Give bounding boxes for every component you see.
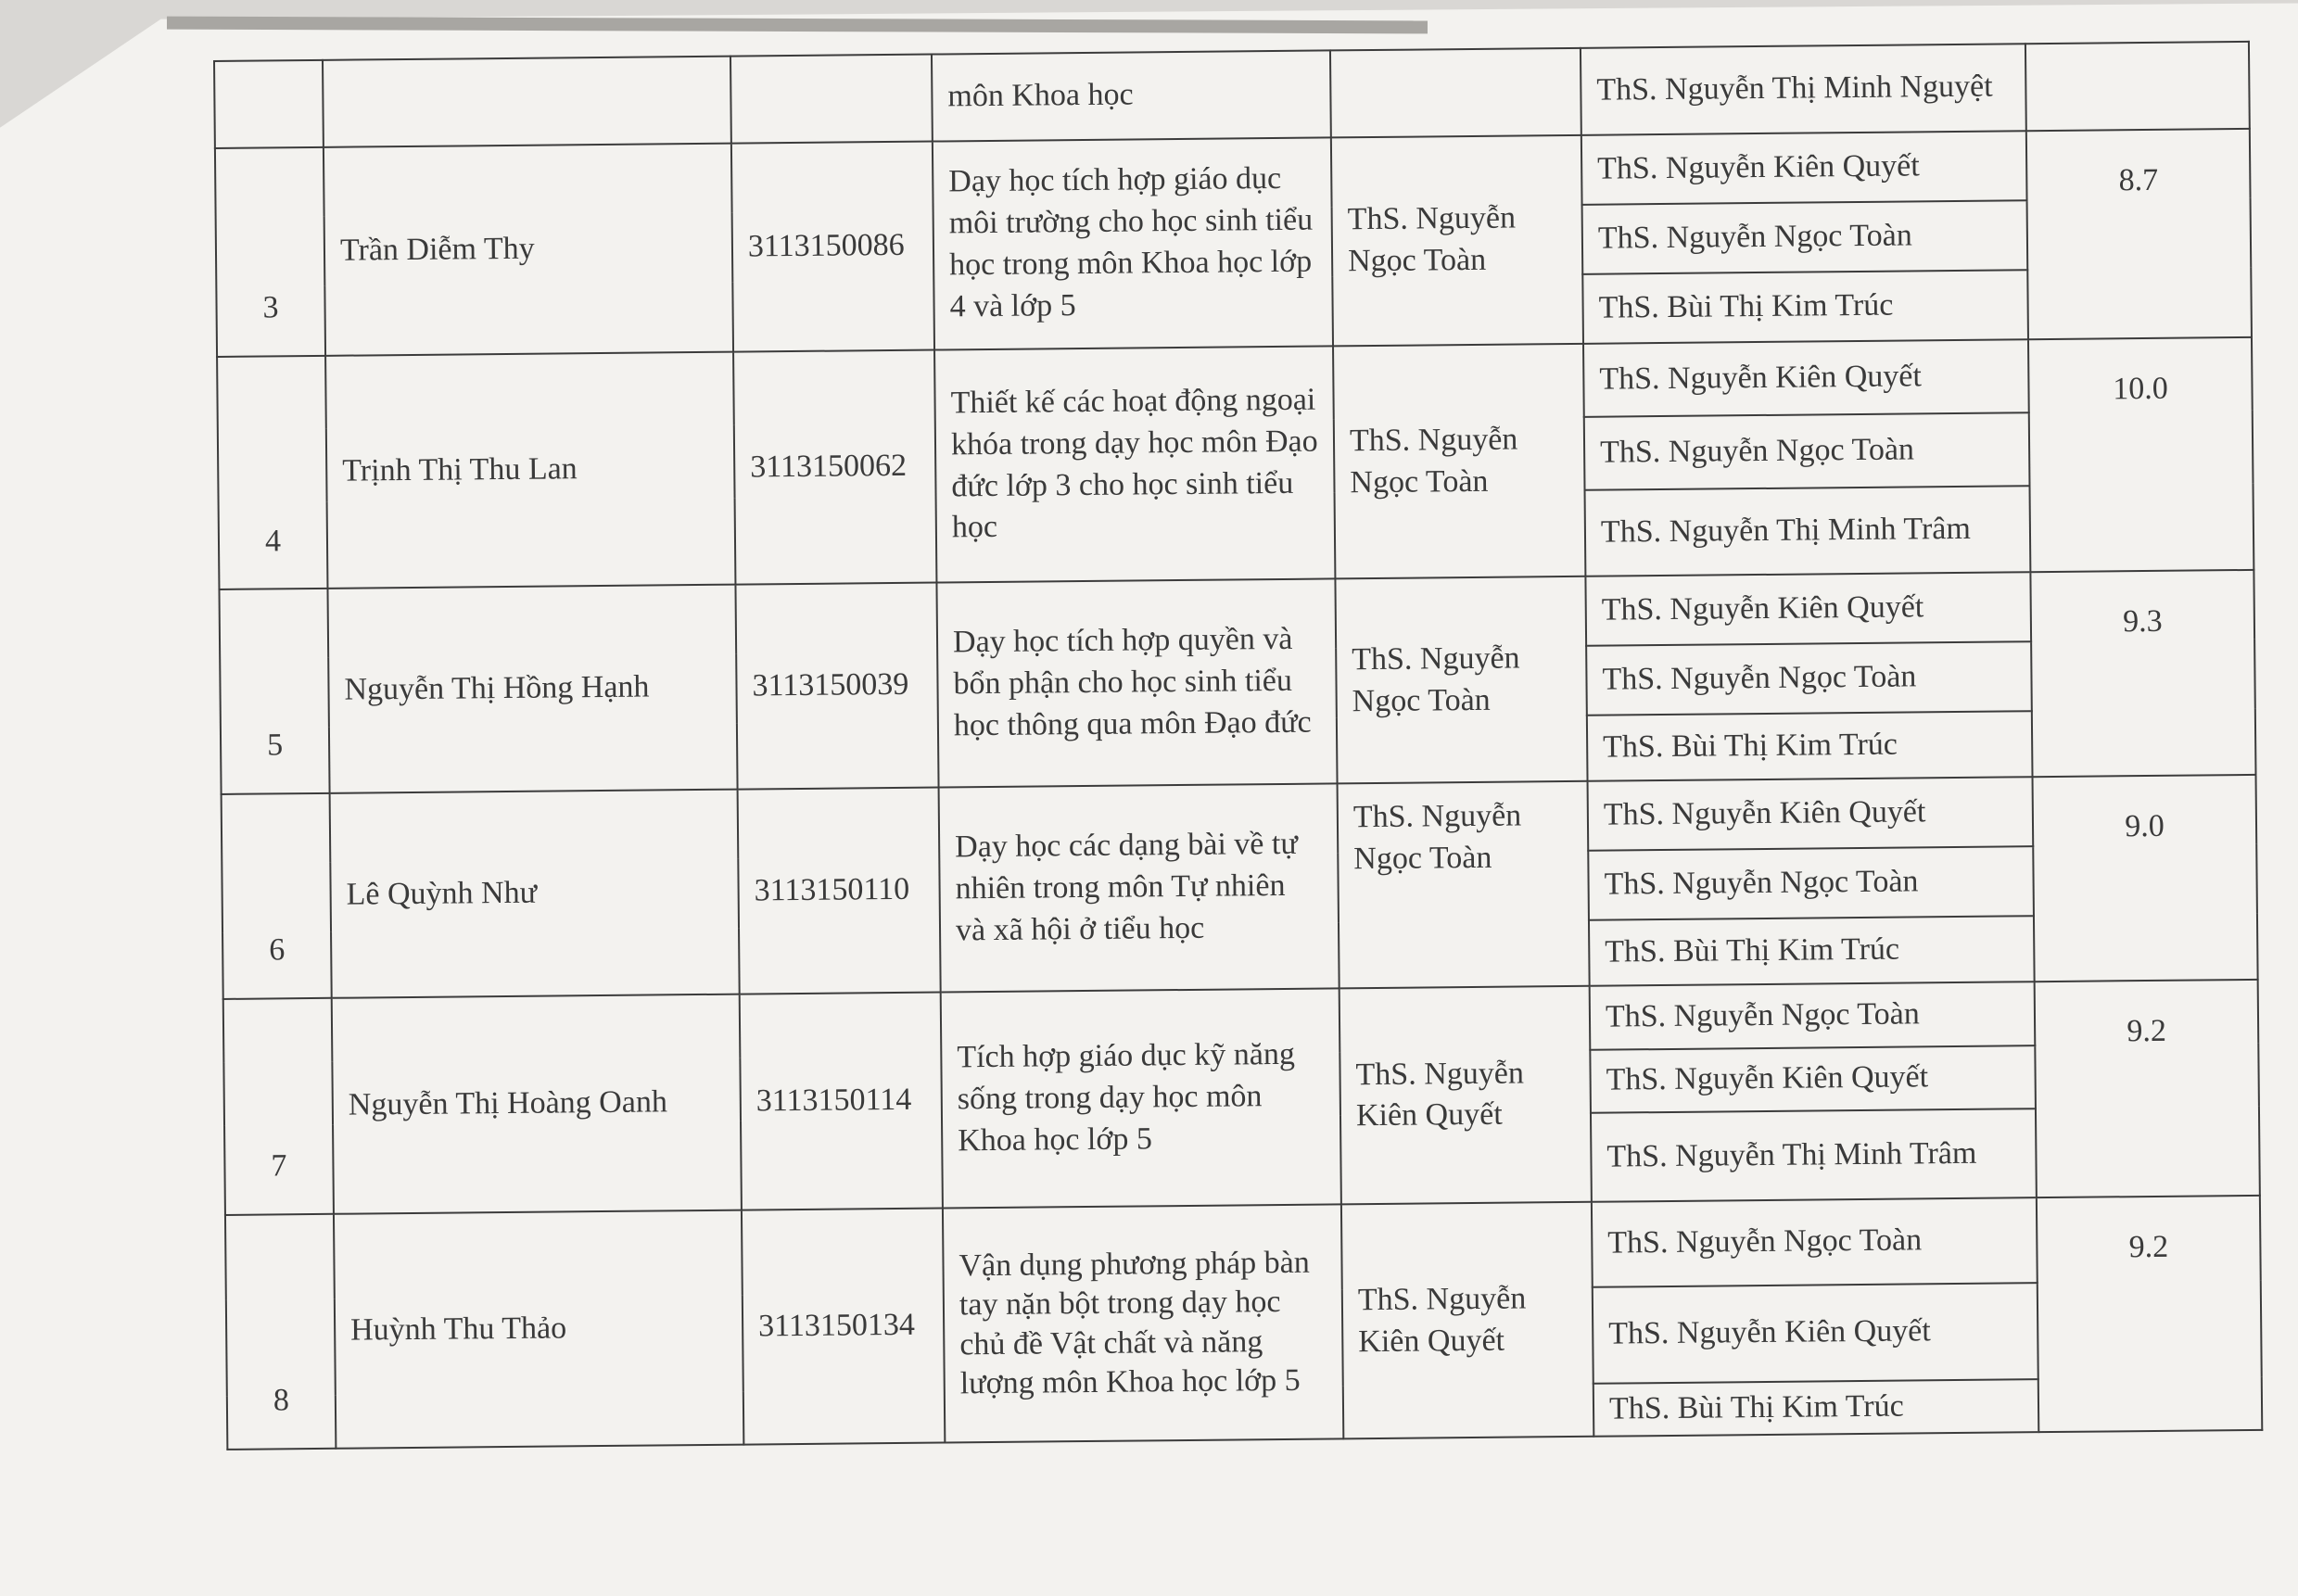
committee-member-cell: ThS. Nguyễn Ngọc Toàn [1588,846,2034,920]
title-cell: môn Khoa học [932,50,1331,141]
student-id-cell: 3113150086 [731,141,934,351]
score-cell: 9.2 [2037,1196,2262,1432]
student-id-cell: 3113150114 [740,992,943,1210]
student-id-cell: 3113150134 [742,1209,945,1445]
stt-cell: 4 [217,355,327,589]
title-cell: Thiết kế các hoạt động ngoại khóa trong dạy học môn Đạo đức lớp 3 cho học sinh tiểu học [934,346,1335,583]
committee-member-cell: ThS. Nguyễn Kiên Quyết [1590,1045,2036,1113]
committee-member-cell: ThS. Nguyễn Kiên Quyết [1581,131,2027,205]
title-cell: Dạy học tích hợp quyền và bổn phận cho học sinh tiểu học thông qua môn Đạo đức [936,579,1337,788]
student-id-cell [730,55,933,144]
committee-member-cell: ThS. Bùi Thị Kim Trúc [1587,712,2033,781]
stt-cell: 8 [225,1214,336,1450]
score-cell: 8.7 [2026,129,2252,339]
score-cell: 9.0 [2033,775,2258,982]
supervisor-cell: ThS. Nguyễn Ngọc Toàn [1331,135,1583,346]
thesis-results-table [213,41,2263,1450]
committee-member-cell: ThS. Nguyễn Thị Minh Trâm [1585,486,2031,576]
supervisor-cell: ThS. Nguyễn Kiên Quyết [1339,986,1592,1205]
student-id-cell: 3113150062 [733,349,936,585]
title-cell: Dạy học tích hợp giáo dục môi trường cho học sinh tiểu học trong môn Khoa học lớp 4 và lớp 5 [933,137,1333,349]
name-cell: Trịnh Thị Thu Lan [325,351,735,589]
committee-member-cell: ThS. Nguyễn Thị Minh Trâm [1591,1108,2037,1201]
stt-cell [214,60,324,148]
score-cell: 9.2 [2035,980,2260,1197]
committee-member-cell: ThS. Nguyễn Kiên Quyết [1593,1283,2038,1384]
committee-member-cell: ThS. Nguyễn Kiên Quyết [1588,777,2034,851]
committee-member-cell: ThS. Nguyễn Ngọc Toàn [1584,412,2030,490]
committee-member-cell: ThS. Nguyễn Ngọc Toàn [1582,200,2028,274]
supervisor-cell: ThS. Nguyễn Kiên Quyết [1341,1202,1593,1439]
title-cell: Vận dụng phương pháp bàn tay nặn bột trong dạy học chủ đề Vật chất và năng lượng môn Khoa học lớp 5 [943,1204,1343,1442]
title-cell: Dạy học các dạng bài về tự nhiên trong môn Tự nhiên và xã hội ở tiểu học [939,784,1339,993]
stt-cell: 5 [219,589,329,794]
name-cell [323,57,731,147]
name-cell: Nguyễn Thị Hồng Hạnh [327,585,737,793]
name-cell: Huỳnh Thu Thảo [334,1210,743,1449]
name-cell: Lê Quỳnh Như [330,790,740,998]
name-cell: Nguyễn Thị Hoàng Oanh [332,994,742,1213]
committee-member-cell: ThS. Nguyễn Kiên Quyết [1585,573,2031,647]
title-cell: Tích hợp giáo dục kỹ năng sống trong dạy học môn Khoa học lớp 5 [941,988,1341,1208]
score-cell: 9.3 [2030,570,2255,777]
committee-member-cell: ThS. Bùi Thị Kim Trúc [1582,270,2028,344]
stt-cell: 6 [222,793,332,999]
committee-member-cell: ThS. Nguyễn Kiên Quyết [1583,339,2029,417]
name-cell: Trần Diễm Thy [324,143,733,355]
supervisor-cell: ThS. Nguyễn Ngọc Toàn [1335,576,1587,783]
score-cell: 10.0 [2028,336,2254,572]
student-id-cell: 3113150110 [738,788,941,994]
supervisor-cell: ThS. Nguyễn Ngọc Toàn [1333,343,1585,578]
stt-cell: 7 [223,998,334,1215]
committee-member-cell: ThS. Nguyễn Ngọc Toàn [1590,982,2036,1049]
supervisor-cell [1330,48,1581,137]
supervisor-cell: ThS. Nguyễn Ngọc Toàn [1338,781,1590,988]
document-page [213,41,2261,1450]
committee-member-cell: ThS. Bùi Thị Kim Trúc [1593,1379,2039,1437]
score-cell [2025,42,2250,131]
committee-member-cell: ThS. Nguyễn Ngọc Toàn [1592,1197,2038,1286]
stt-cell: 3 [215,147,325,357]
student-id-cell: 3113150039 [735,583,938,790]
committee-member-cell: ThS. Nguyễn Ngọc Toàn [1586,642,2032,716]
committee-member-cell: ThS. Nguyễn Thị Minh Nguyệt [1581,44,2026,134]
committee-member-cell: ThS. Bùi Thị Kim Trúc [1589,916,2035,985]
